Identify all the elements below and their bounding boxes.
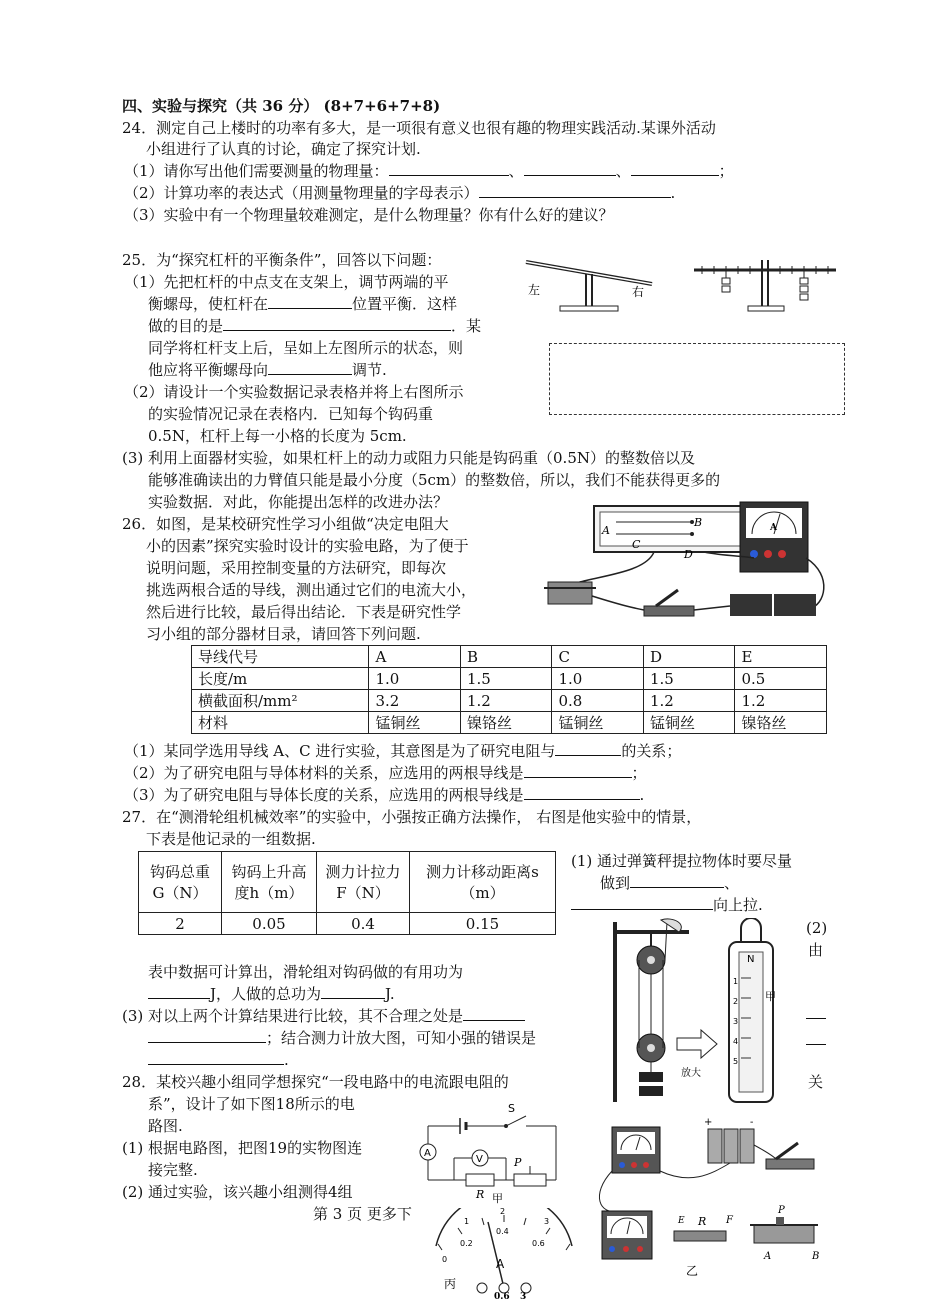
table-header: 钩码上升高度h（m） (222, 852, 317, 913)
table-cell: D (643, 646, 735, 668)
table-cell: 镍铬丝 (735, 712, 827, 734)
terminal-3-label: 3 (520, 1292, 527, 1300)
q25-line3: 衡螺母，使杠杆在 位置平衡．这样 (148, 295, 458, 313)
table-header: 钩码总重G（N） (139, 852, 222, 913)
voltmeter-symbol: V (476, 1154, 483, 1165)
spring-scale-unit: N (747, 954, 755, 965)
svg-text:0: 0 (442, 1255, 448, 1264)
svg-text:1: 1 (464, 1217, 470, 1226)
table-row (192, 712, 827, 734)
lever-left-figure (520, 248, 660, 318)
q25-line2: （1）先把杠杆的中点支在支架上，调节两端的平 (124, 273, 449, 291)
table-row (192, 690, 827, 712)
table-header: 测力计拉力F（N） (317, 852, 410, 913)
apparatus-yi (590, 1115, 830, 1303)
pulley-table (138, 851, 556, 935)
q27-right-guan: 关 (808, 1073, 824, 1091)
q27-right-2: (2) (806, 919, 828, 937)
q26-line1: 26．如图，是某校研究性学习小组做“决定电阻大 (122, 515, 449, 533)
q26-part2: （2）为了研究电阻与导体材料的关系，应选用的两根导线是 ； (124, 764, 647, 782)
q25-line7: （2）请设计一个实验数据记录表格并将上右图所示 (124, 383, 464, 401)
table-cell: B (460, 646, 552, 668)
table-cell: 0.8 (552, 690, 644, 712)
q27-calc4: ；结合测力计放大图，可知小强的错误是 (148, 1028, 536, 1048)
q28-line1: 28．某校兴趣小组同学想探究“一段电路中的电流跟电阻的 (122, 1073, 509, 1091)
pulley-figure (603, 918, 803, 1106)
q27-calc3: (3) 对以上两个计算结果进行比较，其不合理之处是 (122, 1006, 525, 1026)
q25-line9: 0.5N，杠杆上每一小格的长度为 5cm. (148, 427, 407, 445)
table-cell: 导线代号 (192, 646, 369, 668)
q24-part1: （1）请你写出他们需要测量的物理量： 、 、 ； (124, 162, 734, 180)
q25-line1: 25．为“探究杠杆的平衡条件”，回答以下问题： (122, 251, 442, 269)
q25-line5: 同学将杠杆支上后，呈如上左图所示的状态，则 (148, 339, 464, 357)
slider-label: P (514, 1156, 522, 1169)
q26-line6: 习小组的部分器材目录，请回答下列问题. (146, 625, 421, 643)
apparatus-p-label: P (778, 1205, 785, 1216)
q27-line1: 27．在“测滑轮组机械效率”的实验中，小强按正确方法操作， 右图是他实验中的情景， (122, 808, 702, 826)
q25-line10: (3) 利用上面器材实验，如果杠杆上的动力或阻力只能是钩码重（0.5N）的整数倍以及 (122, 449, 695, 467)
wire-table (191, 645, 827, 734)
apparatus-f-label: F (726, 1215, 733, 1226)
apparatus-r-label: R (698, 1215, 707, 1228)
wire-label-d: D (684, 548, 693, 561)
apparatus-e-label: E (678, 1216, 685, 1226)
table-row (139, 913, 556, 935)
wire-label-a: A (602, 524, 610, 537)
svg-text:0.6: 0.6 (532, 1239, 545, 1248)
q27-right-blank2 (806, 1044, 826, 1045)
table-row (192, 646, 827, 668)
lever-right-figure (690, 256, 840, 316)
pulley-figure-jia: 甲 (765, 990, 776, 1003)
q27-right-blank1 (806, 1018, 826, 1019)
q24-line2: 小组进行了认真的讨论，确定了探究计划. (146, 140, 421, 158)
page-footer: 第 3 页 更多下 (313, 1205, 412, 1223)
resistance-circuit-figure (544, 496, 836, 632)
resistor-label: R (476, 1188, 485, 1201)
q27-calc2: J，人做的总功为 J. (148, 984, 395, 1004)
table-cell: 1.2 (460, 690, 552, 712)
q28-line5: 接完整. (148, 1161, 198, 1179)
q27-right-you: 由 (808, 941, 824, 959)
table-row (139, 852, 556, 913)
table-cell: 1.0 (552, 668, 644, 690)
table-row (192, 668, 827, 690)
svg-text:0.4: 0.4 (496, 1227, 509, 1236)
table-cell: 1.0 (369, 668, 461, 690)
q24-part3: （3）实验中有一个物理量较难测定，是什么物理量？你有什么好的建议？ (124, 206, 614, 224)
table-cell: A (369, 646, 461, 668)
q25-line4: 做的目的是 ．某 (148, 317, 482, 335)
circuit-jia-label: 甲 (492, 1192, 503, 1204)
q26-line3: 说明问题，采用控制变量的方法研究，即每次 (146, 559, 447, 577)
table-cell: 2 (139, 913, 222, 935)
q26-part3: （3）为了研究电阻与导体长度的关系，应选用的两根导线是 . (124, 786, 645, 804)
dial-bing-label: 丙 (444, 1277, 457, 1291)
apparatus-yi-label: 乙 (686, 1264, 699, 1278)
table-cell: 1.5 (643, 668, 735, 690)
lever-left-label: 左 (528, 283, 541, 297)
table-cell: E (735, 646, 827, 668)
table-cell: 3.2 (369, 690, 461, 712)
table-cell: 横截面积/mm² (192, 690, 369, 712)
q24-line1: 24．测定自己上楼时的功率有多大，是一项很有意义也很有趣的物理实践活动.某课外活动 (122, 119, 716, 137)
q26-part1: （1）某同学选用导线 A、C 进行实验，其意图是为了研究电阻与 的关系； (124, 742, 682, 760)
table-cell: 长度/m (192, 668, 369, 690)
q27-right2: 做到 、 (600, 874, 740, 892)
svg-text:2: 2 (500, 1208, 506, 1216)
svg-text:2: 2 (733, 997, 739, 1006)
q28-line2: 系”，设计了如下图18所示的电 (148, 1095, 355, 1113)
table-header: 测力计移动距离s（m） (410, 852, 556, 913)
dial-unit-label: A (496, 1257, 505, 1271)
q25-line12: 实验数据．对此，你能提出怎样的改进办法？ (148, 493, 449, 511)
q25-line8: 的实验情况记录在表格内．已知每个钩码重 (148, 405, 434, 423)
switch-label: S (508, 1102, 515, 1115)
table-cell: 1.2 (643, 690, 735, 712)
table-cell: 材料 (192, 712, 369, 734)
wire-label-c: C (632, 538, 641, 551)
apparatus-a-label: A (764, 1251, 772, 1262)
ammeter-symbol: A (424, 1148, 431, 1159)
table-cell: C (552, 646, 644, 668)
section-title: 四、实验与探究（共 36 分） (8+7+6+7+8) (122, 97, 441, 115)
svg-text:5: 5 (733, 1057, 739, 1066)
table-cell: 0.05 (222, 913, 317, 935)
svg-text:3: 3 (733, 1017, 739, 1026)
table-cell: 0.15 (410, 913, 556, 935)
q24-part2: （2）计算功率的表达式（用测量物理量的字母表示） . (124, 184, 676, 202)
q26-line2: 小的因素”探究实验时设计的实验电路，为了便于 (146, 537, 469, 555)
svg-text:1: 1 (733, 977, 739, 986)
apparatus-b-label: B (812, 1251, 820, 1262)
table-cell: 锰铜丝 (369, 712, 461, 734)
svg-text:3: 3 (544, 1217, 550, 1226)
q27-line2: 下表是他记录的一组数据. (146, 830, 316, 848)
lever-right-label: 右 (632, 285, 645, 299)
q27-calc5: . (148, 1050, 289, 1070)
table-cell: 1.2 (735, 690, 827, 712)
table-cell: 锰铜丝 (552, 712, 644, 734)
svg-text:A: A (770, 523, 777, 533)
q28-line6: (2) 通过实验，该兴趣小组测得4组 (122, 1183, 353, 1201)
answer-dashed-box (549, 343, 845, 415)
circuit-diagram-jia (414, 1100, 574, 1204)
table-cell: 0.4 (317, 913, 410, 935)
q26-line5: 然后进行比较，最后得出结论．下表是研究性学 (146, 603, 462, 621)
svg-text:-: - (750, 1117, 754, 1128)
svg-text:+: + (704, 1117, 713, 1128)
q28-line3: 路图. (148, 1117, 183, 1135)
wire-label-b: B (694, 516, 703, 529)
table-cell: 镍铬丝 (460, 712, 552, 734)
table-cell: 锰铜丝 (643, 712, 735, 734)
q27-right3: 向上拉. (571, 895, 763, 915)
q25-line11: 能够准确读出的力臂值只能是最小分度（5cm）的整数倍，所以，我们不能获得更多的 (148, 471, 721, 489)
ammeter-dial-bing (424, 1208, 584, 1300)
q27-calc1: 表中数据可计算出，滑轮组对钩码做的有用功为 (148, 963, 464, 981)
table-cell: 0.5 (735, 668, 827, 690)
q27-right1: (1) 通过弹簧秤提拉物体时要尽量 (571, 852, 793, 870)
terminal-06-label: 0.6 (494, 1292, 510, 1300)
svg-text:4: 4 (733, 1037, 739, 1046)
svg-text:0.2: 0.2 (460, 1239, 473, 1248)
q28-line4: (1) 根据电路图，把图19的实物图连 (122, 1139, 363, 1157)
q26-line4: 挑选两根合适的导线，测出通过它们的电流大小， (146, 581, 477, 599)
table-cell: 1.5 (460, 668, 552, 690)
q25-line6: 他应将平衡螺母向 调节. (148, 361, 387, 379)
magnify-label: 放大 (681, 1068, 701, 1079)
